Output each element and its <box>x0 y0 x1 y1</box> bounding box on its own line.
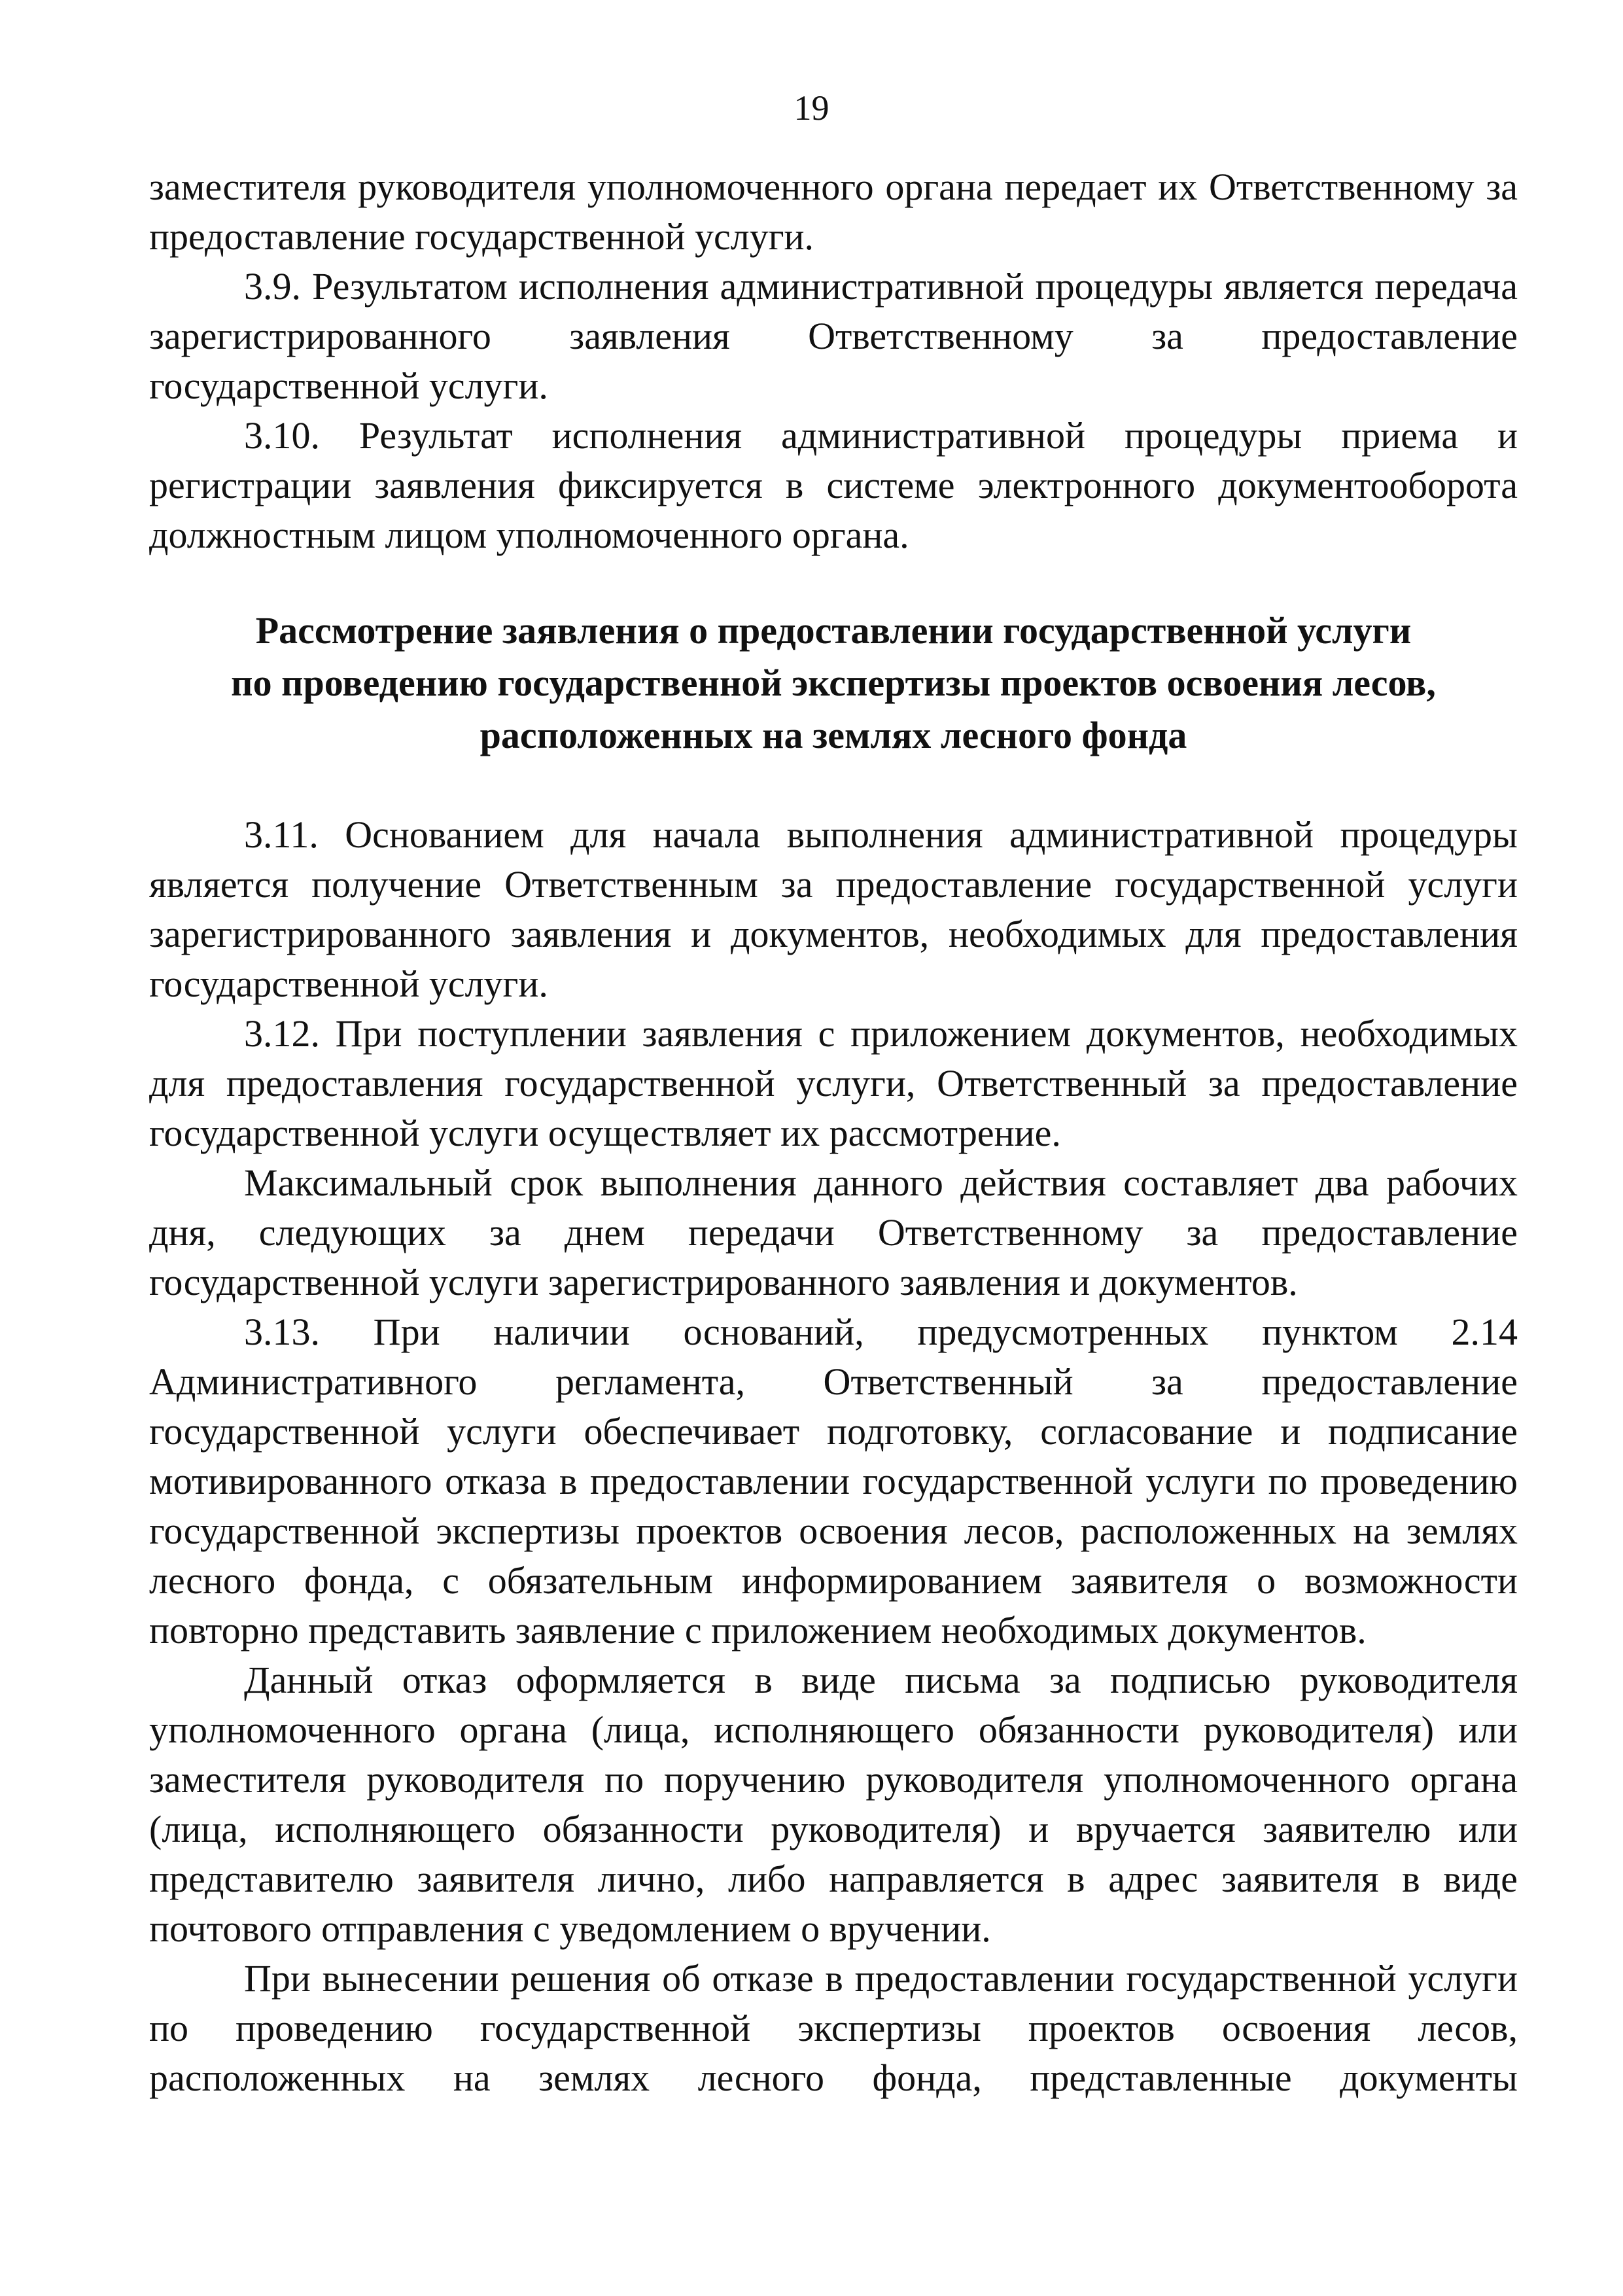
section-heading-line-3: расположенных на землях лесного фонда <box>480 714 1187 756</box>
page-number: 19 <box>794 88 829 128</box>
document-body <box>149 162 1518 2103</box>
paragraph-3-9: 3.9. Результатом исполнения административной процедуры является передача зарегистрированного заявления Ответственному за предоставление государственной услуги. <box>149 265 1518 407</box>
paragraph-continuation: заместителя руководителя уполномоченного органа передает их Ответственному за предоставление государственной услуги. <box>149 166 1518 258</box>
section-heading <box>149 605 1518 762</box>
section-heading-line-1: Рассмотрение заявления о предоставлении государственной услуги <box>255 609 1412 652</box>
section-heading-line-2: по проведению государственной экспертизы проектов освоения лесов, <box>231 662 1436 704</box>
paragraph-3-10: 3.10. Результат исполнения административной процедуры приема и регистрации заявления фиксируется в системе электронного документооборота должностным лицом уполномоченного органа. <box>149 414 1518 556</box>
paragraph-3-12: 3.12. При поступлении заявления с приложением документов, необходимых для предоставления государственной услуги, Ответственный за предоставление государственной услуги осуществляет их рассмотрение. <box>149 1012 1518 1154</box>
paragraph-refusal-letter: Данный отказ оформляется в виде письма за подписью руководителя уполномоченного органа (лица, исполняющего обязанности руководителя) или заместителя руководителя по поручению руководителя уполномоченного органа (лица, исполняющего обязанности руководителя) и вручается заявителю или представителю заявителя лично, либо направляется в адрес заявителя в виде почтового отправления с уведомлением о вручении. <box>149 1659 1518 1950</box>
paragraph-3-13: 3.13. При наличии оснований, предусмотренных пунктом 2.14 Административного регламента, Ответственный за предоставление государственной услуги обеспечивает подготовку, согласование и подписание мотивированного отказа в предоставлении государственной услуги по проведению государственной экспертизы проектов освоения лесов, расположенных на землях лесного фонда, с обязательным информированием заявителя о возможности повторно представить заявление с приложением необходимых документов. <box>149 1311 1518 1651</box>
paragraph-max-term: Максимальный срок выполнения данного действия составляет два рабочих дня, следующих за днем передачи Ответственному за предоставление государственной услуги зарегистрированного заявления и документов. <box>149 1161 1518 1303</box>
paragraph-refusal-decision: При вынесении решения об отказе в предоставлении государственной услуги по проведению государственной экспертизы проектов освоения лесов, расположенных на землях лесного фонда, представленные документы <box>149 1957 1518 2099</box>
paragraph-3-11: 3.11. Основанием для начала выполнения административной процедуры является получение Ответственным за предоставление государственной услуги зарегистрированного заявления и документов, необходимых для предоставления государственной услуги. <box>149 813 1518 1005</box>
